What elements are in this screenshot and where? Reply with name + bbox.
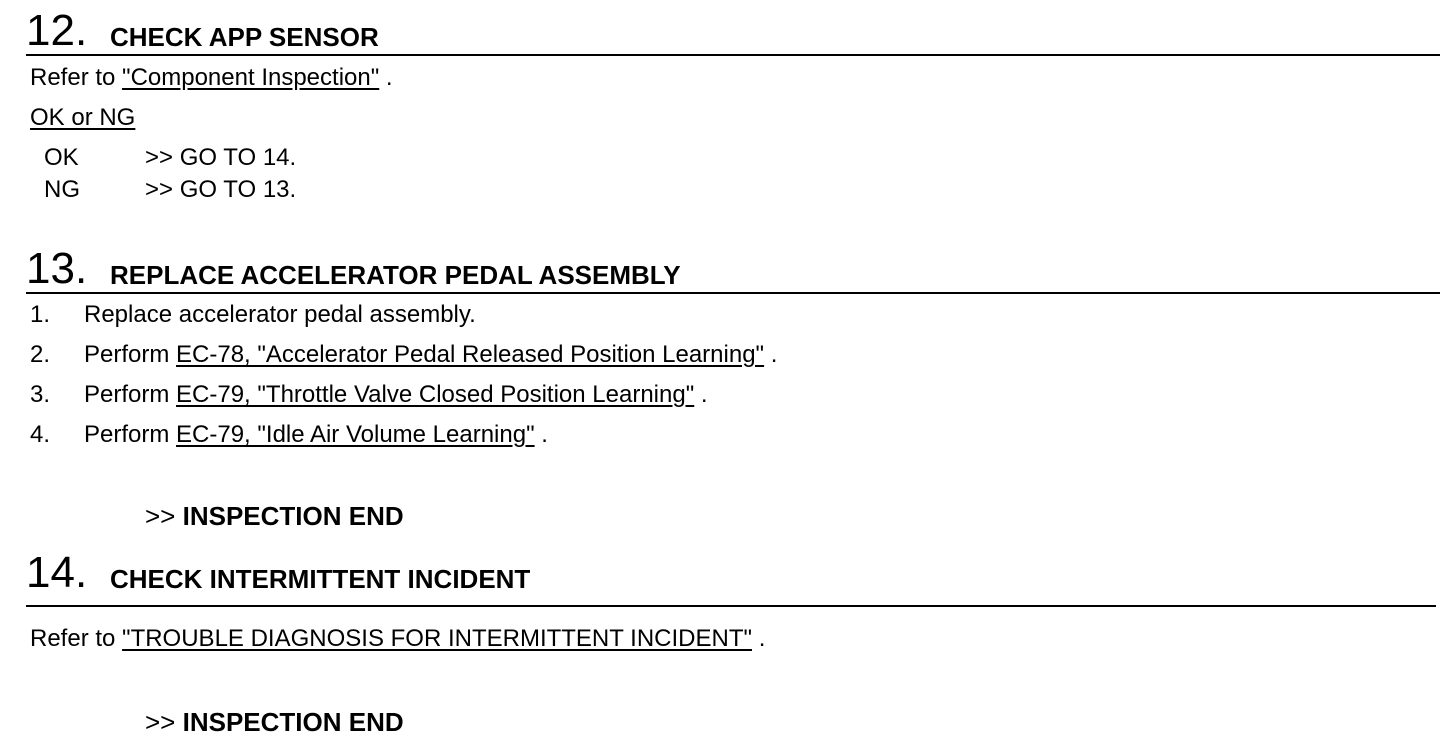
step-13-item-2-suffix: . bbox=[770, 341, 778, 368]
result-ok-label: OK bbox=[44, 144, 79, 171]
step-14-end-arrow: >> bbox=[145, 707, 176, 737]
step-13-divider bbox=[26, 292, 1440, 294]
result-ok-action: >> GO TO 14. bbox=[145, 144, 297, 171]
step-13-item-4-suffix: . bbox=[541, 421, 548, 448]
step-13-title: REPLACE ACCELERATOR PEDAL ASSEMBLY bbox=[110, 260, 681, 290]
step-13-item-4-text: Perform bbox=[84, 421, 170, 448]
step-12-title: CHECK APP SENSOR bbox=[110, 22, 379, 52]
step-14-refer-prefix: Refer to bbox=[30, 625, 116, 652]
idle-air-volume-learning-link[interactable]: EC-79, "Idle Air Volume Learning" bbox=[176, 421, 535, 448]
step-12-refer-line bbox=[30, 64, 393, 92]
step-13-item-3-suffix: . bbox=[700, 381, 708, 408]
step-14-refer-line bbox=[30, 625, 765, 653]
step-13-item-3-text: Perform bbox=[84, 381, 170, 408]
intermittent-incident-link[interactable]: "TROUBLE DIAGNOSIS FOR INTERMITTENT INCIDENT" bbox=[122, 625, 753, 652]
step-13-item-2 bbox=[84, 341, 777, 369]
step-13-item-3 bbox=[84, 381, 708, 409]
step-13-item-1-num: 1. bbox=[30, 301, 51, 328]
throttle-valve-learning-link[interactable]: EC-79, "Throttle Valve Closed Position Learning" bbox=[176, 381, 695, 408]
step-13-inspection-end bbox=[145, 502, 404, 530]
step-13-item-1-text: Replace accelerator pedal assembly. bbox=[84, 301, 476, 328]
step-14-title: CHECK INTERMITTENT INCIDENT bbox=[110, 564, 531, 594]
step-13-item-4 bbox=[84, 421, 548, 449]
step-13-item-4-num: 4. bbox=[30, 421, 51, 448]
step-12-refer-suffix: . bbox=[385, 64, 393, 91]
step-13-end-text: INSPECTION END bbox=[182, 501, 404, 531]
step-14-refer-suffix: . bbox=[758, 625, 766, 652]
result-ng-label: NG bbox=[44, 176, 80, 203]
step-13-item-2-text: Perform bbox=[84, 341, 170, 368]
step-12-refer-prefix: Refer to bbox=[30, 64, 116, 91]
ok-or-ng-heading: OK or NG bbox=[30, 104, 136, 131]
step-12-number: 12. bbox=[26, 6, 88, 55]
step-14-divider bbox=[26, 605, 1436, 607]
step-14-inspection-end bbox=[145, 708, 404, 736]
step-13-item-3-num: 3. bbox=[30, 381, 51, 408]
step-13-number: 13. bbox=[26, 244, 88, 293]
step-14-end-text: INSPECTION END bbox=[182, 707, 404, 737]
component-inspection-link[interactable]: "Component Inspection" bbox=[122, 64, 380, 91]
step-12-divider bbox=[26, 54, 1440, 56]
step-13-end-arrow: >> bbox=[145, 501, 176, 531]
step-13-item-2-num: 2. bbox=[30, 341, 51, 368]
accelerator-pedal-learning-link[interactable]: EC-78, "Accelerator Pedal Released Position Learning" bbox=[176, 341, 765, 368]
result-ng-action: >> GO TO 13. bbox=[145, 176, 297, 203]
step-14-number: 14. bbox=[26, 548, 88, 597]
